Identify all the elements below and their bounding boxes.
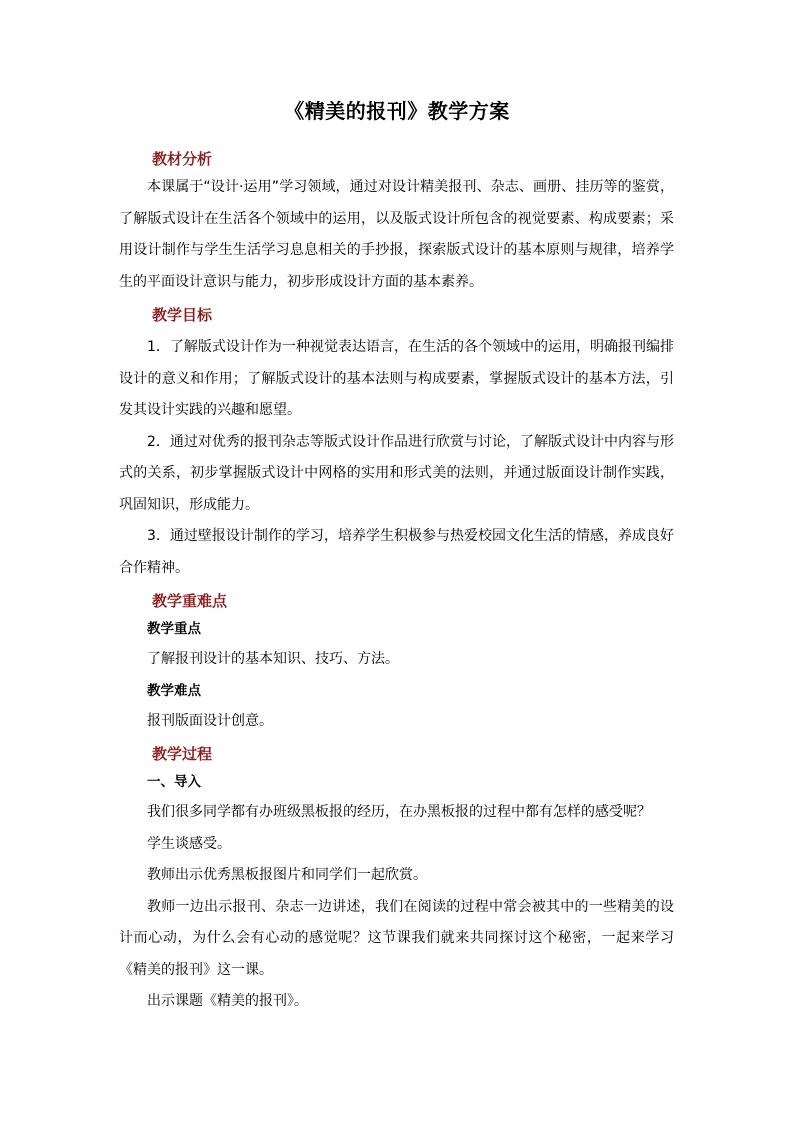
process-paragraph-4: 教师一边出示报刊、杂志一边讲述，我们在阅读的过程中常会被其中的一些精美的设计而心动，为什么会有心动的感觉呢？这节课我们就来共同探讨这个秘密，一起来学习《精美的报刊》这一课。 [119,898,674,978]
goal-item-2: 2．通过对优秀的报刊杂志等版式设计作品进行欣赏与讨论，了解版式设计中内容与形式的关系，初步掌握版式设计中网格的实用和形式美的法则，并通过版面设计制作实践，巩固知识，形成能力。 [119,433,674,513]
step-intro-heading: 一、导入 [147,774,201,790]
focus-text: 了解报刊设计的基本知识、技巧、方法。 [147,651,399,667]
section-heading-keypoints: 教学重难点 [152,592,228,610]
difficulty-text: 报刊版面设计创意。 [147,712,273,729]
goal-item-3: 3．通过壁报设计制作的学习，培养学生积极参与热爱校园文化生活的情感，养成良好合作精神。 [119,528,674,576]
subheading-difficulty: 教学难点 [147,682,201,699]
analysis-paragraph: 本课属于“设计·运用”学习领域，通过对设计精美报刊、杂志、画册、挂历等的鉴赏，了解版式设计在生活各个领域中的运用，以及版式设计所包含的视觉要素、构成要素；采用设计制作与学生生活学习息息相关的手抄报，探索版式设计的基本原则与规律，培养学生的平面设计意识与能力，初步形成设计方面的基本素养。 [119,179,674,290]
subheading-focus: 教学重点 [147,621,201,637]
document-body [119,146,674,1018]
section-heading-analysis: 教材分析 [152,150,213,168]
process-paragraph-2: 学生谈感受。 [147,835,231,852]
process-paragraph-1: 我们很多同学都有办班级黑板报的经历，在办黑板报的过程中都有怎样的感受呢？ [147,804,651,820]
process-paragraph-5: 出示课题《精美的报刊》。 [147,993,308,1009]
document-title: 《精美的报刊》教学方案 [284,99,510,123]
section-heading-goals: 教学目标 [152,306,213,324]
process-paragraph-3: 教师出示优秀黑板报图片和同学们一起欣赏。 [147,867,427,883]
section-heading-process: 教学过程 [152,745,213,763]
goal-item-1: 1．了解版式设计作为一种视觉表达语言，在生活的各个领域中的运用，明确报刊编排设计的意义和作用；了解版式设计的基本法则与构成要素，掌握版式设计的基本方法，引发其设计实践的兴趣和愿望。 [119,339,674,418]
